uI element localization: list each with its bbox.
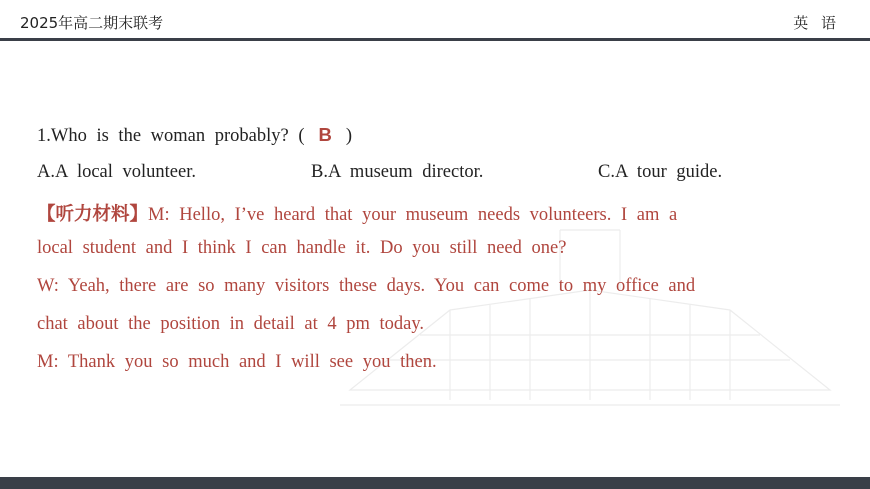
question-text-end: ) (345, 126, 353, 146)
transcript-line (37, 200, 677, 226)
transcript-line: M: Thank you so much and I will see you then. (37, 352, 437, 372)
transcript-line: chat about the position in detail at 4 pm today. (37, 314, 425, 334)
header-divider (0, 38, 870, 41)
question-stem (37, 124, 352, 147)
subject-label: 英 语 (793, 14, 840, 32)
answer-key: B (318, 124, 332, 145)
transcript-tag: 【听力材料】 (37, 204, 149, 225)
option-a: A.A local volunteer. (37, 162, 196, 182)
page-header (0, 0, 870, 42)
transcript-text: M: Hello, I’ve heard that your museum needs volunteers. I am a (148, 205, 678, 225)
transcript-line: W: Yeah, there are so many visitors these days. You can come to my office and (37, 276, 696, 296)
exam-title: 2025年高二期末联考 (20, 14, 164, 32)
option-b: B.A museum director. (311, 162, 484, 182)
footer-bar (0, 477, 870, 489)
question-text: 1.Who is the woman probably? ( (37, 126, 305, 146)
option-c: C.A tour guide. (598, 162, 723, 182)
transcript-line: local student and I think I can handle it. Do you still need one? (37, 238, 567, 258)
